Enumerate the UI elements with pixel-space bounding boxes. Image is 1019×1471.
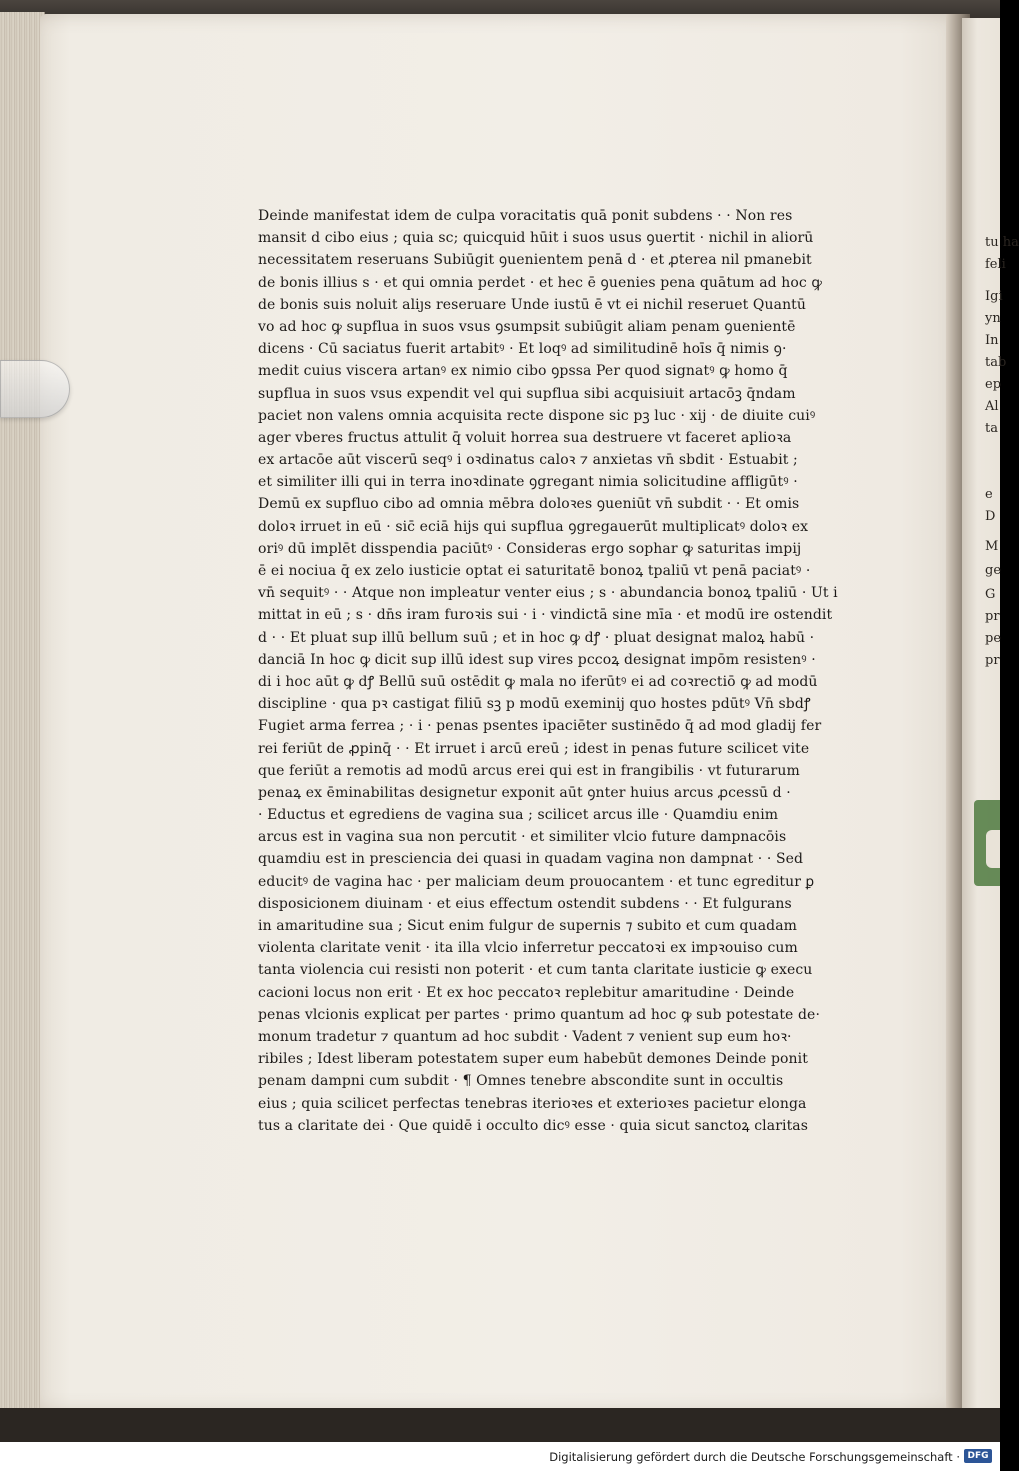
text-line: penaꝝ ex ēminabilitas designetur exponit aūt ꝯnter huius arcus ꝓcessū d · (258, 784, 791, 801)
text-line: penam dampni cum subdit · ¶ Omnes tenebre abscondite sunt in occultis (258, 1073, 784, 1090)
text-line: vo ad hoc ꝙ supflua in suos vsus ꝯsumpsit subiūgit aliam penam ꝯuenientē (258, 318, 796, 335)
facing-text-fragment: ep (985, 377, 1002, 392)
text-line: di i hoc aūt ꝙ dꝭ Bellū suū ostēdit ꝙ mala no iferūtꝰ ei ad coꝛrectiō ꝙ ad modū (258, 673, 818, 690)
text-line: d · · Et pluat sup illū bellum suū ; et in hoc ꝙ dꝭ · pluat designat maloꝝ habū · (258, 629, 815, 646)
page-stack-edges (0, 12, 45, 1412)
text-line: ribiles ; Idest liberam potestatem super eum habebūt demones Deinde ponit (258, 1051, 808, 1068)
text-line: et similiter illi qui in terra inoꝛdinate ꝯgregant nimia solicitudine affligūtꝰ · (258, 474, 798, 491)
text-line: paciet non valens omnia acquisita recte dispone sic pꝫ luc · xij · de diuite cuiꝰ (258, 407, 816, 424)
dfg-logo: DFG (964, 1449, 992, 1463)
text-line: de bonis suis noluit aliȷs reseruare Unde iustū ē vt ei nichil reseruet Quantū (258, 296, 807, 313)
text-line: educitꝰ de vagina hac · per maliciam deum prouocantem · et tunc egreditur ꝑ (258, 873, 815, 890)
text-line: · Eductus et egrediens de vagina sua ; scilicet arcus ille · Quamdiu enim (258, 807, 779, 824)
text-line: violenta claritate venit · ita illa vlcio inferretur peccatoꝛi ex impꝛouiso cum (258, 940, 798, 957)
text-line: penas vlcionis explicat per partes · primo quantum ad hoc ꝙ sub potestate de· (258, 1006, 820, 1023)
text-line: ex artacōe aūt viscerū seqꝰ i oꝛdinatus caloꝛ ⁊ anxietas vn̄ sbdit · Estuabit ; (258, 452, 798, 469)
text-line: danciā In hoc ꝙ dicit sup illū idest sup vires pccoꝝ designat impōm resistenꝰ · (258, 651, 816, 668)
facing-text-fragment: Al (985, 399, 999, 414)
text-line: rei feriūt de ꝓpinq̄ · · Et irruet i arcū ereū ; idest in penas future scilicet vite (258, 740, 810, 757)
text-line: ager vberes fructus attulit q̄ voluit horrea sua destruere vt faceret aplioꝛa (258, 429, 792, 446)
text-line: supflua in suos vsus expendit vel qui supflua sibi acquisiuit artacōꝫ q̄ndam (258, 385, 796, 402)
text-line: in amaritudine sua ; Sicut enim fulgur de supernis ⁊ subito et cum quadam (258, 918, 798, 934)
text-line: Fugiet arma ferrea ; · i · penas psentes ipaciēter sustinēdo q̄ ad mod gladij fer (258, 718, 822, 735)
text-line: ē ei nociua q̄ ex zelo iusticie optat ei saturitatē bonoꝝ tpaliū vt penā paciatꝰ · (258, 563, 811, 579)
facing-text-fragment: M (985, 539, 999, 554)
facing-text-fragment: feli (985, 257, 1006, 272)
facing-text-fragment: pr (985, 609, 1000, 624)
facing-text-fragment: tab (985, 355, 1007, 370)
facing-text-fragment: G (985, 587, 996, 602)
text-line: necessitatem reseruans Subiūgit ꝯuenientem penā d · et ꝓterea nil pmanebit (258, 252, 812, 269)
facing-text-fragment: Igi (985, 289, 1003, 304)
text-line: dicens · Cū saciatus fuerit artabitꝰ · Et loqꝰ ad similitudinē hoīs q̄ nimis ꝯ· (258, 341, 787, 358)
text-line: mittat in eū ; s · dn̄s iram furoꝛis sui · i · vindictā sine mīa · et modū ire ostendit (258, 607, 833, 624)
facing-text-fragment: pe (985, 631, 1002, 646)
facing-text-fragment: D (985, 509, 996, 524)
plastic-page-clip (0, 360, 70, 418)
text-line: Demū ex supfluo cibo ad omnia mēbra doloꝛes ꝯueniūt vn̄ subdit · · Et omis (258, 496, 800, 513)
facing-text-fragment: tu ha (985, 235, 1019, 250)
text-line: que feriūt a remotis ad modū arcus erei qui est in frangibilis · vt futurarum (258, 762, 800, 779)
text-line: disposicionem diuinam · et eius effectum ostendit subdens · · Et fulgurans (258, 895, 792, 912)
text-line: Deinde manifestat idem de culpa voracitatis quā ponit subdens · · Non res (258, 208, 793, 224)
facing-text-fragment: pr (985, 653, 1000, 668)
digitization-credit: Digitalisierung gefördert durch die Deutsche Forschungsgemeinschaft · (549, 1450, 960, 1464)
text-line: monum tradetur ⁊ quantum ad hoc subdit · Vadent ⁊ venient sup eum hoꝛ· (258, 1028, 792, 1045)
text-line: arcus est in vagina sua non percutit · et similiter vlcio future dampnacōis (258, 829, 787, 846)
printed-text-block (258, 205, 873, 1137)
text-line: cacioni locus non erit · Et ex hoc peccatoꝛ replebitur amaritudine · Deinde (258, 984, 795, 1001)
text-line: oriꝰ dū implēt disspendia paciūtꝰ · Consideras ergo sophar ꝙ saturitas impij (258, 540, 802, 557)
facing-text-fragment: In (985, 333, 999, 348)
facing-text-fragment: ge (985, 563, 1002, 578)
text-line: mansit d cibo eius ; quia sc; quicquid hūit i suos usus ꝯuertit · nichil in aliorū (258, 230, 814, 247)
text-line: discipline · qua pꝛ castigat filiū sꝫ p modū exeminij quo hostes pdūtꝰ Vn̄ sbdꝭ (258, 696, 811, 713)
text-line: eius ; quia scilicet perfectas tenebras iterioꝛes et exterioꝛes pacietur elonga (258, 1095, 807, 1112)
text-line: vn̄ sequitꝰ · · Atque non impleatur venter eius ; s · abundancia bonoꝝ tpaliū · Ut i (258, 585, 838, 602)
text-line: tanta violencia cui resisti non poterit · et cum tanta claritate iusticie ꝙ execu (258, 962, 813, 979)
text-line: tus a claritate dei · Que quidē i occulto dicꝰ esse · quia sicut sanctoꝝ claritas (258, 1117, 809, 1134)
facing-text-fragment: yn (985, 311, 1001, 326)
decorated-initial-counter (986, 830, 1000, 868)
text-line: doloꝛ irruet in eū · sic̄ eciā hijs qui supflua ꝯgregauerūt multiplicatꝰ doloꝛ ex (258, 518, 809, 535)
text-line: de bonis illius s · et qui omnia perdet · et hec ē ꝯuenies pena quātum ad hoc ꝙ (258, 274, 823, 291)
text-line: medit cuius viscera artanꝰ ex nimio cibo ꝯpssa Per quod signatꝰ ꝙ homo q̄ (258, 363, 788, 380)
facing-text-fragment: ta (985, 421, 998, 436)
text-line: quamdiu est in presciencia dei quasi in quadam vagina non dampnat · · Sed (258, 851, 804, 868)
facing-text-fragment: e (985, 487, 993, 502)
scan-background-bottom (0, 1408, 1000, 1442)
